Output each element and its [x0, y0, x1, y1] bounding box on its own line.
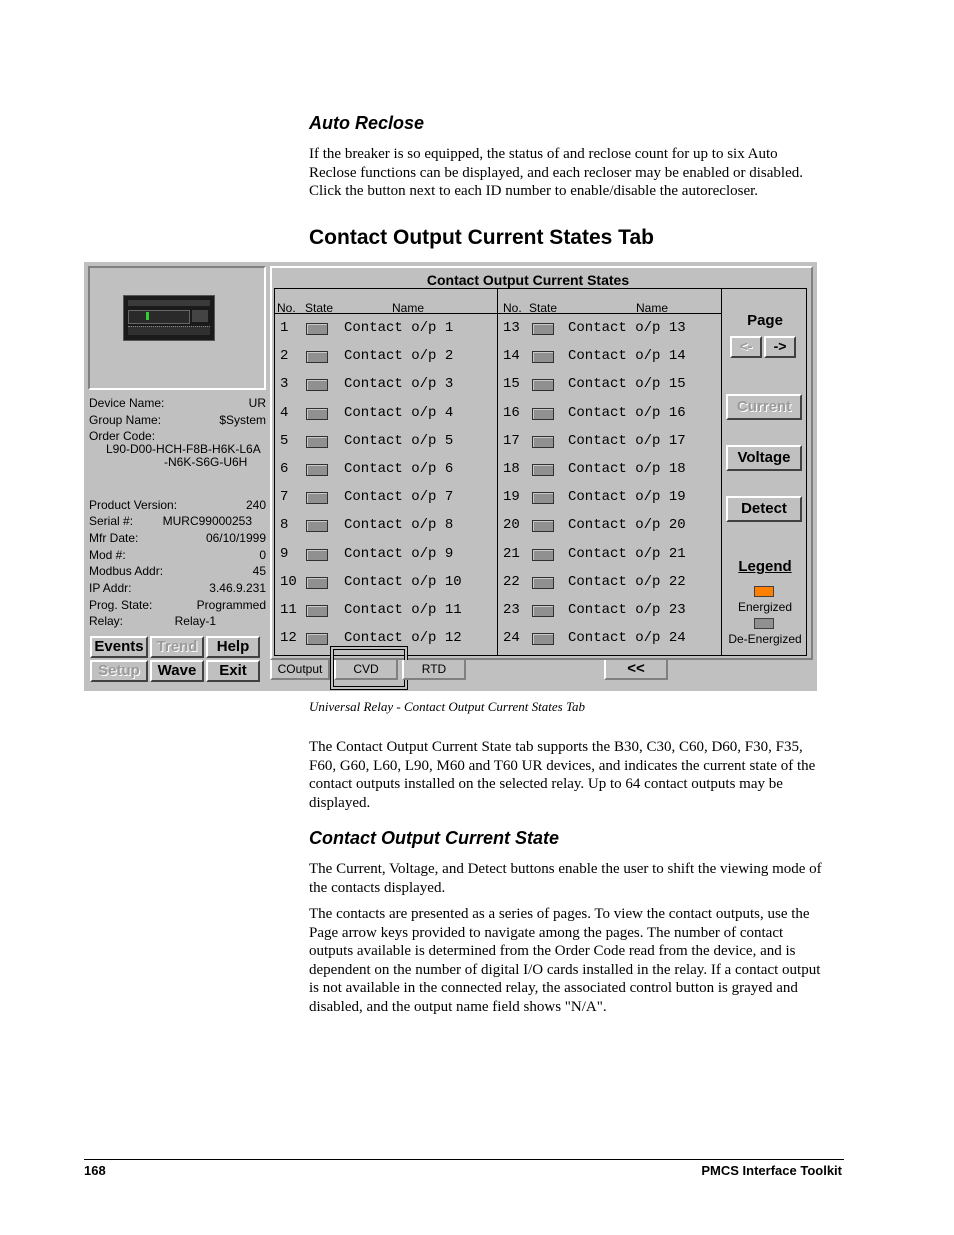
contact-state-button[interactable] [532, 492, 554, 504]
contact-name: Contact o/p 16 [568, 404, 686, 421]
text-line: Click the button next to each ID number to enable/disable the autorecloser. [309, 183, 759, 199]
cvd-tab-highlight [330, 646, 408, 690]
contact-number: 3 [280, 376, 289, 393]
footer-title: PMCS Interface Toolkit [701, 1163, 842, 1178]
contact-name: Contact o/p 5 [344, 432, 454, 449]
contact-row [272, 517, 712, 545]
detect-button[interactable]: Detect [726, 496, 802, 522]
info-order-code: Order Code: [89, 429, 156, 443]
col-state: State [305, 301, 334, 315]
contact-row [272, 461, 712, 489]
auto-reclose-paragraph [309, 145, 849, 201]
contact-number: 23 [503, 602, 520, 618]
info-mod: Mod #: 0 [89, 548, 266, 562]
info-relay: Relay: Relay-1 [89, 614, 216, 628]
contact-name: Contact o/p 2 [344, 348, 454, 365]
text-line: dependent on the number of digital I/O cards installed in the relay. If a contact output [309, 961, 821, 978]
contact-row [272, 602, 712, 630]
tab-rtd[interactable]: RTD [402, 660, 466, 680]
contact-name: Contact o/p 15 [568, 376, 686, 393]
contact-name: Contact o/p 6 [344, 461, 454, 477]
contact-name: Contact o/p 8 [344, 517, 454, 534]
info-mfr-date: Mfr Date: 06/10/1999 [89, 531, 266, 545]
text-line: The contacts are presented as a series of pages. To view the contact outputs, use the [309, 906, 810, 922]
trend-button[interactable]: Trend [150, 636, 204, 658]
contact-number: 14 [503, 348, 520, 365]
footer-rule [84, 1159, 844, 1160]
contact-name: Contact o/p 24 [568, 630, 686, 647]
order-code-line-2: -N6K-S6G-U6H [164, 455, 248, 469]
text-line: outputs available is determined from the Order Code read from the device, and is [309, 943, 796, 959]
contact-number: 17 [503, 432, 520, 449]
page-number: 168 [84, 1163, 106, 1178]
info-device-name: Device Name: UR [89, 396, 266, 410]
page-label: Page [747, 312, 783, 329]
panel-title: Contact Output Current States [426, 272, 630, 288]
contact-row [272, 348, 712, 376]
contact-number: 6 [280, 461, 289, 477]
contact-name: Contact o/p 22 [568, 573, 686, 590]
text-line: Page arrow keys provided to navigate among the pages. The number of contact [309, 924, 784, 941]
info-product-version: Product Version: 240 [89, 498, 266, 512]
contact-name: Contact o/p 20 [568, 517, 686, 534]
col-name: Name [392, 301, 425, 315]
text-line: contact outputs installed on the selected relay. Up to 64 contact outputs may be [309, 776, 783, 792]
contact-name: Contact o/p 7 [344, 489, 454, 506]
energized-label: Energized [737, 600, 793, 614]
info-prog-state: Prog. State: Programmed [89, 598, 266, 612]
help-button[interactable]: Help [206, 636, 260, 658]
contact-name: Contact o/p 13 [568, 320, 686, 336]
col-name-2: Name [636, 301, 669, 315]
contact-name: Contact o/p 14 [568, 348, 686, 365]
contact-state-button[interactable] [532, 577, 554, 589]
contact-name: Contact o/p 11 [344, 602, 462, 618]
setup-button[interactable]: Setup [90, 660, 148, 682]
contact-number: 12 [280, 630, 297, 647]
text-line: displayed. [309, 794, 371, 811]
contact-number: 10 [280, 573, 297, 590]
legend-title: Legend [738, 558, 792, 575]
de-energized-swatch [754, 618, 774, 629]
text-line: is not available in the connected relay, the associated control button is grayed and [309, 980, 798, 996]
contact-states-panel [270, 266, 813, 660]
exit-button[interactable]: Exit [206, 660, 260, 682]
contact-row [272, 546, 712, 574]
contact-state-button[interactable] [532, 633, 554, 645]
contact-name: Contact o/p 19 [568, 489, 686, 506]
order-code-line-1: L90-D00-HCH-F8B-H6K-L6A [106, 442, 261, 456]
page-prev-button[interactable]: <- [730, 336, 762, 358]
text-line: F60, G60, L60, L90, M60 and T60 UR devices, and indicates the current state of the [309, 757, 816, 774]
events-button[interactable]: Events [90, 636, 148, 658]
text-line: The Current, Voltage, and Detect buttons enable the user to shift the viewing mode of [309, 861, 822, 877]
pages-paragraph [309, 905, 849, 1016]
text-line: the contacts displayed. [309, 879, 446, 896]
contact-number: 19 [503, 489, 520, 506]
contact-name: Contact o/p 10 [344, 573, 462, 590]
contact-number: 18 [503, 461, 520, 477]
text-line: If the breaker is so equipped, the status of and reclose count for up to six Auto [309, 146, 778, 162]
col-no-2: No. [503, 301, 522, 315]
col-state-2: State [529, 301, 558, 315]
info-serial: Serial #: MURC99000253 [89, 514, 252, 528]
voltage-button[interactable]: Voltage [726, 445, 802, 471]
de-energized-label: De-Energized [728, 632, 802, 646]
info-ip-addr: IP Addr: 3.46.9.231 [89, 581, 266, 595]
page-next-button[interactable]: -> [764, 336, 796, 358]
contact-state-button[interactable] [532, 351, 554, 363]
contact-output-paragraph [309, 738, 849, 812]
contact-state-button[interactable] [532, 605, 554, 617]
contact-number: 8 [280, 517, 289, 534]
contact-state-button[interactable] [532, 408, 554, 420]
contact-output-state-heading: Contact Output Current State [309, 828, 559, 848]
device-info-panel [84, 392, 270, 632]
contact-row [272, 489, 712, 517]
back-tab-button[interactable]: << [604, 660, 668, 680]
buttons-paragraph [309, 860, 849, 897]
contact-name: Contact o/p 17 [568, 432, 686, 449]
contact-number: 11 [280, 602, 297, 618]
tab-cvd[interactable]: CVD [334, 660, 398, 680]
contact-number: 5 [280, 432, 289, 449]
contact-number: 21 [503, 545, 520, 562]
contact-name: Contact o/p 1 [344, 320, 454, 336]
contact-state-button[interactable] [532, 520, 554, 532]
contact-number: 1 [280, 320, 289, 336]
contact-row [272, 574, 712, 602]
contact-name: Contact o/p 4 [344, 404, 454, 421]
contact-name: Contact o/p 18 [568, 461, 686, 477]
contact-number: 16 [503, 404, 520, 421]
contact-number: 24 [503, 630, 520, 647]
contact-row [272, 405, 712, 433]
text-line: disabled, and the output name field shows "N/A". [309, 998, 607, 1015]
contact-number: 2 [280, 348, 289, 365]
text-line: The Contact Output Current State tab supports the B30, C30, C60, D60, F30, F35, [309, 739, 803, 755]
relay-device-image [123, 295, 215, 341]
contact-name: Contact o/p 23 [568, 602, 686, 618]
contact-number: 20 [503, 517, 520, 534]
text-line: Reclose functions can be displayed, and each recloser may be enabled or disabled. [309, 164, 803, 181]
energized-swatch [754, 586, 774, 597]
contact-row [272, 376, 712, 404]
contact-state-button[interactable] [532, 549, 554, 561]
contact-number: 15 [503, 376, 520, 393]
auto-reclose-heading: Auto Reclose [309, 113, 425, 133]
contact-number: 4 [280, 404, 289, 421]
contact-state-button[interactable] [532, 323, 554, 335]
contact-name: Contact o/p 9 [344, 545, 454, 562]
contact-number: 22 [503, 573, 520, 590]
figure-caption: Universal Relay - Contact Output Current States Tab [309, 699, 585, 714]
col-no: No. [277, 301, 296, 315]
relay-screenshot [84, 262, 817, 691]
contact-row [272, 320, 712, 348]
tab-coutput[interactable]: COutput [270, 660, 330, 680]
wave-button[interactable]: Wave [150, 660, 204, 682]
contact-state-button[interactable] [532, 379, 554, 391]
contact-output-tab-heading: Contact Output Current States Tab [309, 226, 654, 249]
contact-number: 13 [503, 320, 520, 336]
contact-name: Contact o/p 3 [344, 376, 454, 393]
device-image-panel [88, 266, 266, 390]
info-group-name: Group Name: $System [89, 413, 266, 427]
contact-name: Contact o/p 12 [344, 630, 462, 647]
contact-name: Contact o/p 21 [568, 545, 686, 562]
current-button[interactable]: Current [726, 394, 802, 420]
contact-state-button[interactable] [532, 464, 554, 476]
contact-number: 9 [280, 545, 289, 562]
contact-number: 7 [280, 489, 289, 506]
contact-row [272, 433, 712, 461]
contact-state-button[interactable] [532, 436, 554, 448]
info-modbus-addr: Modbus Addr: 45 [89, 564, 266, 578]
